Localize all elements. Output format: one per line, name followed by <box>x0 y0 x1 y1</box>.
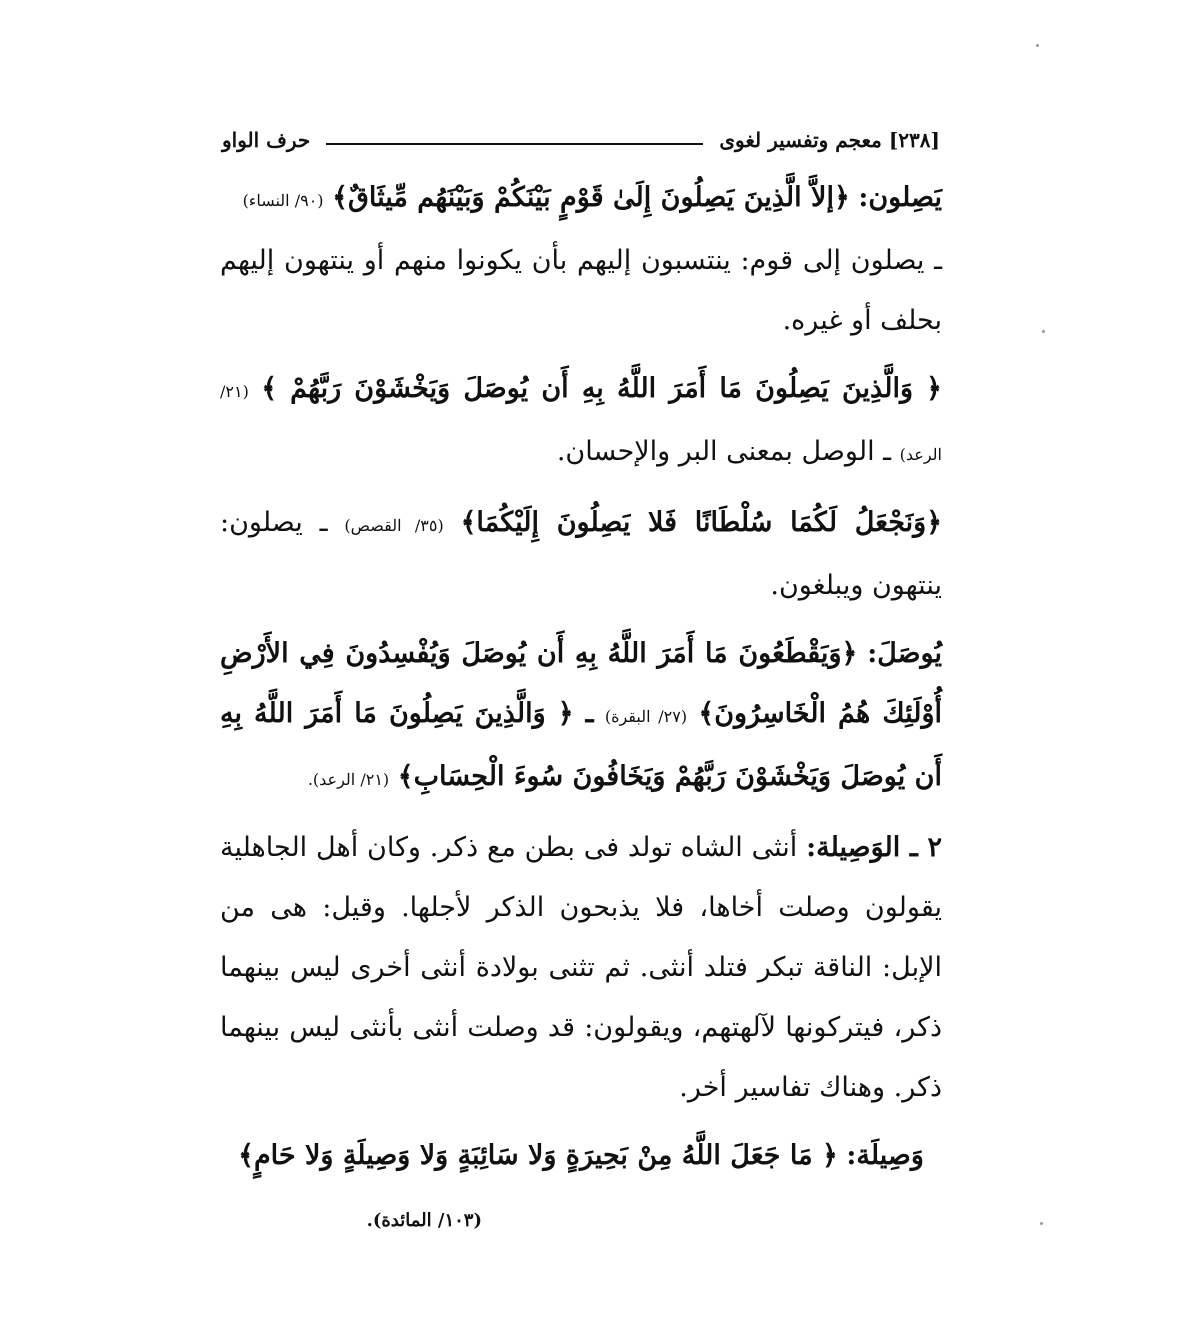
entry-keyword: ٢ ـ الوَصِيلة: <box>806 832 942 863</box>
scan-speck <box>1040 1222 1043 1225</box>
header-chapter: حرف الواو <box>222 128 311 152</box>
entry-text: ـ يصلون: ينتهون ويبلغون. <box>220 507 942 601</box>
entry-keyword: وَصِيلَة: <box>846 1140 924 1171</box>
page-header <box>222 122 940 158</box>
entry-text: أنثى الشاه تولد فى بطن مع ذكر. وكان أهل الجاهلية يقولون وصلت أخاها، فلا يذبحون الذكر لأجلها. وقيل: هى من الإبل: الناقة تبكر فتلد أنثى. ثم تثنى بولادة أنثى أخرى ليس بينهما ذكر، فيتركونها لآلهتهم، ويقولون: قد وصلت أنثى بأنثى ليس بينهما ذكر. وهناك تفاسير أخر. <box>220 832 942 1103</box>
verse-reference: (٢١/ الرعد) <box>220 382 942 464</box>
entry-yasiloon <box>220 168 942 351</box>
entry-text: ـ يصلون إلى قوم: ينتسبون إليهم بأن يكونوا منهم أو ينتهون إليهم بحلف أو غيره. <box>220 245 942 336</box>
quran-verse: ﴿ وَالَّذِينَ يَصِلُونَ مَا أَمَرَ اللَّهُ بِهِ أَن يُوصَلَ وَيَخْشَوْنَ رَبَّهُمْ ﴾ <box>261 373 942 404</box>
verse-reference: (٣٥/ القصص) <box>344 516 444 535</box>
entry-verse-qasas <box>220 493 942 616</box>
entry-waseela-verse <box>220 1126 942 1186</box>
quran-verse: ﴿وَنَجْعَلُ لَكُمَا سُلْطَانًا فَلا يَصِلُونَ إِلَيْكُمَا﴾ <box>460 507 943 538</box>
footer-verse-reference: (١٠٣/ المائدة). <box>366 1210 482 1231</box>
page-content <box>220 168 942 1194</box>
scan-speck <box>1036 44 1039 47</box>
header-title: [٢٣٨] معجم وتفسير لغوى <box>719 128 940 152</box>
scan-speck <box>1042 330 1045 333</box>
entry-text: ـ الوصل بمعنى البر والإحسان. <box>556 436 892 467</box>
quran-verse-second: ـ ﴿ وَالَّذِينَ يَصِلُونَ مَا أَمَرَ اللَّهُ بِهِ أَن يُوصَلَ وَيَخْشَوْنَ رَبَّهُمْ وَيَخَافُونَ سُوءَ الْحِسَابِ﴾ <box>220 698 942 792</box>
quran-verse: ﴿ مَا جَعَلَ اللَّهُ مِنْ بَحِيرَةٍ وَلا سَائِبَةٍ وَلا وَصِيلَةٍ وَلا حَامٍ﴾ <box>238 1140 838 1171</box>
entry-verse-raad <box>220 359 942 485</box>
entry-keyword: يُوصَلَ: <box>867 638 942 669</box>
verse-reference: (٢٧/ البقرة) <box>604 707 688 726</box>
quran-verse: ﴿وَيَقْطَعُونَ مَا أَمَرَ اللَّهُ بِهِ أَن يُوصَلَ وَيُفْسِدُونَ فِي الأَرْضِ أُوْلَئِكَ هُمُ الْخَاسِرُونَ﴾ <box>220 638 942 729</box>
verse-reference-second: (٢١/ الرعد). <box>307 770 390 789</box>
quran-verse: ﴿إلاَّ الَّذِينَ يَصِلُونَ إِلَىٰ قَوْمٍ بَيْنَكُمْ وَبَيْنَهُم مِّيثَاقٌ﴾ <box>332 182 850 213</box>
entry-waseela <box>220 818 942 1118</box>
entry-yusal <box>220 624 942 810</box>
verse-reference: (٩٠/ النساء) <box>242 191 324 210</box>
entry-keyword: يَصِلون: <box>858 182 942 213</box>
header-rule <box>326 143 703 145</box>
